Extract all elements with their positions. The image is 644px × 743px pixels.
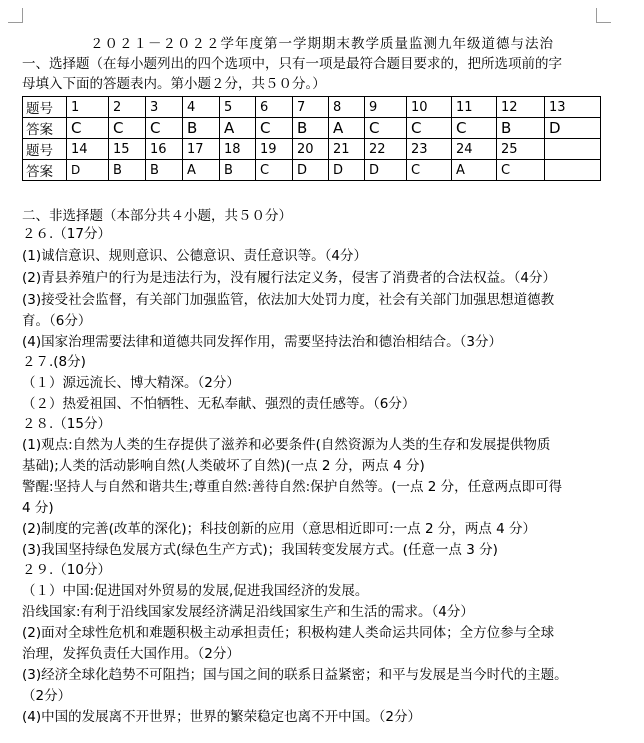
- question-number: 9: [365, 97, 407, 118]
- document-title: ２０２１－２０２２学年度第一学期期末教学质量监测九年级道德与法治: [90, 36, 554, 52]
- question-number: 5: [220, 97, 256, 118]
- corner-mark-left: [8, 8, 23, 23]
- answer-cell: B: [293, 118, 329, 139]
- section1-instruction-line2: 母填入下面的答题表内。第小题２分，共５０分。）: [22, 76, 326, 92]
- question-number: 16: [146, 139, 183, 160]
- answer-cell: C: [67, 118, 109, 139]
- question-number: 4: [183, 97, 220, 118]
- answer-cell: A: [183, 160, 220, 181]
- question-number: 20: [293, 139, 329, 160]
- table-row-numbers-1: [23, 97, 601, 118]
- q29-answer-2: (2)面对全球性危机和难题积极主动承担责任；积极构建人类命运共同体；全方位参与全球: [22, 625, 555, 641]
- question-number: 17: [183, 139, 220, 160]
- question-number: 18: [220, 139, 256, 160]
- row-label-answer: 答案: [23, 160, 67, 181]
- answer-cell: C: [256, 160, 293, 181]
- question-number: 3: [146, 97, 183, 118]
- q26-answer-1: (1)诚信意识、规则意识、公德意识、责任意识等。（4分）: [22, 248, 367, 264]
- question-number: 7: [293, 97, 329, 118]
- question-number: 23: [407, 139, 452, 160]
- question-number: [545, 139, 601, 160]
- q29-answer-4: (4)中国的发展离不开世界；世界的繁荣稳定也离不开中国。（2分）: [22, 709, 421, 725]
- answer-cell: B: [146, 160, 183, 181]
- q29-answer-2-cont: 治理，发挥负责任大国作用。（2分）: [22, 646, 240, 662]
- row-label-number: 题号: [23, 97, 67, 118]
- q27-answer-1: （１）源远流长、博大精深。（2分）: [22, 375, 240, 391]
- answer-cell: C: [497, 160, 545, 181]
- table-row-numbers-2: [23, 139, 601, 160]
- question-number: 1: [67, 97, 109, 118]
- row-label-answer: 答案: [23, 118, 67, 139]
- answer-cell: A: [329, 118, 365, 139]
- q29-answer-1-cont: 沿线国家:有利于沿线国家发展经济满足沿线国家生产和生活的需求。（4分）: [22, 604, 474, 620]
- corner-mark-right: [596, 8, 611, 23]
- question-number: 15: [109, 139, 146, 160]
- answer-cell: C: [256, 118, 293, 139]
- answer-cell: C: [109, 118, 146, 139]
- answer-cell: C: [365, 118, 407, 139]
- question-number: 24: [452, 139, 497, 160]
- question-number: 12: [497, 97, 545, 118]
- q26-answer-4: (4)国家治理需要法律和道德共同发挥作用，需要坚持法治和德治相结合。（3分）: [22, 334, 502, 350]
- answer-cell: C: [146, 118, 183, 139]
- question-number: 14: [67, 139, 109, 160]
- table-row-answers-2: [23, 160, 601, 181]
- answer-cell: D: [365, 160, 407, 181]
- question-number: 8: [329, 97, 365, 118]
- q29-heading: ２９.（10分）: [22, 562, 111, 578]
- answer-cell: C: [407, 160, 452, 181]
- table-row-answers-1: [23, 118, 601, 139]
- question-number: 21: [329, 139, 365, 160]
- q29-answer-1: （１）中国:促进国对外贸易的发展,促进我国经济的发展。: [22, 583, 369, 599]
- answer-cell: [545, 160, 601, 181]
- answer-cell: A: [220, 118, 256, 139]
- q28-answer-1-warning: 警醒:坚持人与自然和谐共生;尊重自然:善待自然:保护自然等。(一点 2 分，任意两点即可得: [22, 479, 563, 495]
- q27-heading: ２７.(8分): [22, 354, 86, 370]
- row-label-number: 题号: [23, 139, 67, 160]
- q26-answer-3: (3)接受社会监督，有关部门加强监管，依法加大处罚力度，社会有关部门加强思想道德教: [22, 292, 555, 308]
- question-number: 11: [452, 97, 497, 118]
- answer-table: [22, 96, 601, 181]
- section2-heading: 二、非选择题（本部分共４小题，共５０分）: [22, 208, 292, 224]
- answer-cell: A: [452, 160, 497, 181]
- q28-answer-2: (2)制度的完善(改革的深化)；科技创新的应用（意思相近即可:一点 2 分，两点 4 分）: [22, 521, 537, 537]
- question-number: 10: [407, 97, 452, 118]
- section1-instruction-line1: 一、选择题（在每小题列出的四个选项中，只有一项是最符合题目要求的，把所选项前的字: [22, 56, 562, 72]
- question-number: 22: [365, 139, 407, 160]
- answer-cell: D: [293, 160, 329, 181]
- answer-cell: D: [545, 118, 601, 139]
- q26-answer-2: (2)青县养殖户的行为是违法行为，没有履行法定义务，侵害了消费者的合法权益。（4分）: [22, 270, 556, 286]
- q28-answer-3: (3)我国坚持绿色发展方式(绿色生产方式)；我国转变发展方式。(任意一点 3 分): [22, 542, 498, 558]
- question-number: 6: [256, 97, 293, 118]
- answer-cell: B: [497, 118, 545, 139]
- q28-answer-1-warning-cont: 4 分): [22, 500, 54, 516]
- question-number: 25: [497, 139, 545, 160]
- answer-cell: D: [67, 160, 109, 181]
- q29-answer-3: (3)经济全球化趋势不可阻挡；国与国之间的联系日益紧密；和平与发展是当今时代的主题。: [22, 667, 568, 683]
- answer-cell: C: [452, 118, 497, 139]
- question-number: 19: [256, 139, 293, 160]
- answer-cell: B: [109, 160, 146, 181]
- question-number: 13: [545, 97, 601, 118]
- q28-answer-1-cont: 基础);人类的活动影响自然(人类破坏了自然)(一点 2 分，两点 4 分): [22, 458, 425, 474]
- question-number: 2: [109, 97, 146, 118]
- q28-answer-1: (1)观点:自然为人类的生存提供了滋养和必要条件(自然资源为人类的生存和发展提供物质: [22, 437, 551, 453]
- q28-heading: ２８.（15分）: [22, 416, 111, 432]
- answer-cell: B: [183, 118, 220, 139]
- q26-answer-3-cont: 育。（6分）: [22, 313, 92, 329]
- q29-answer-3-cont: （2分）: [22, 688, 72, 704]
- answer-cell: C: [407, 118, 452, 139]
- q26-heading: ２６.（17分）: [22, 226, 111, 242]
- answer-cell: D: [329, 160, 365, 181]
- q27-answer-2: （２）热爱祖国、不怕牺牲、无私奉献、强烈的责任感等。（6分）: [22, 396, 416, 412]
- answer-cell: B: [220, 160, 256, 181]
